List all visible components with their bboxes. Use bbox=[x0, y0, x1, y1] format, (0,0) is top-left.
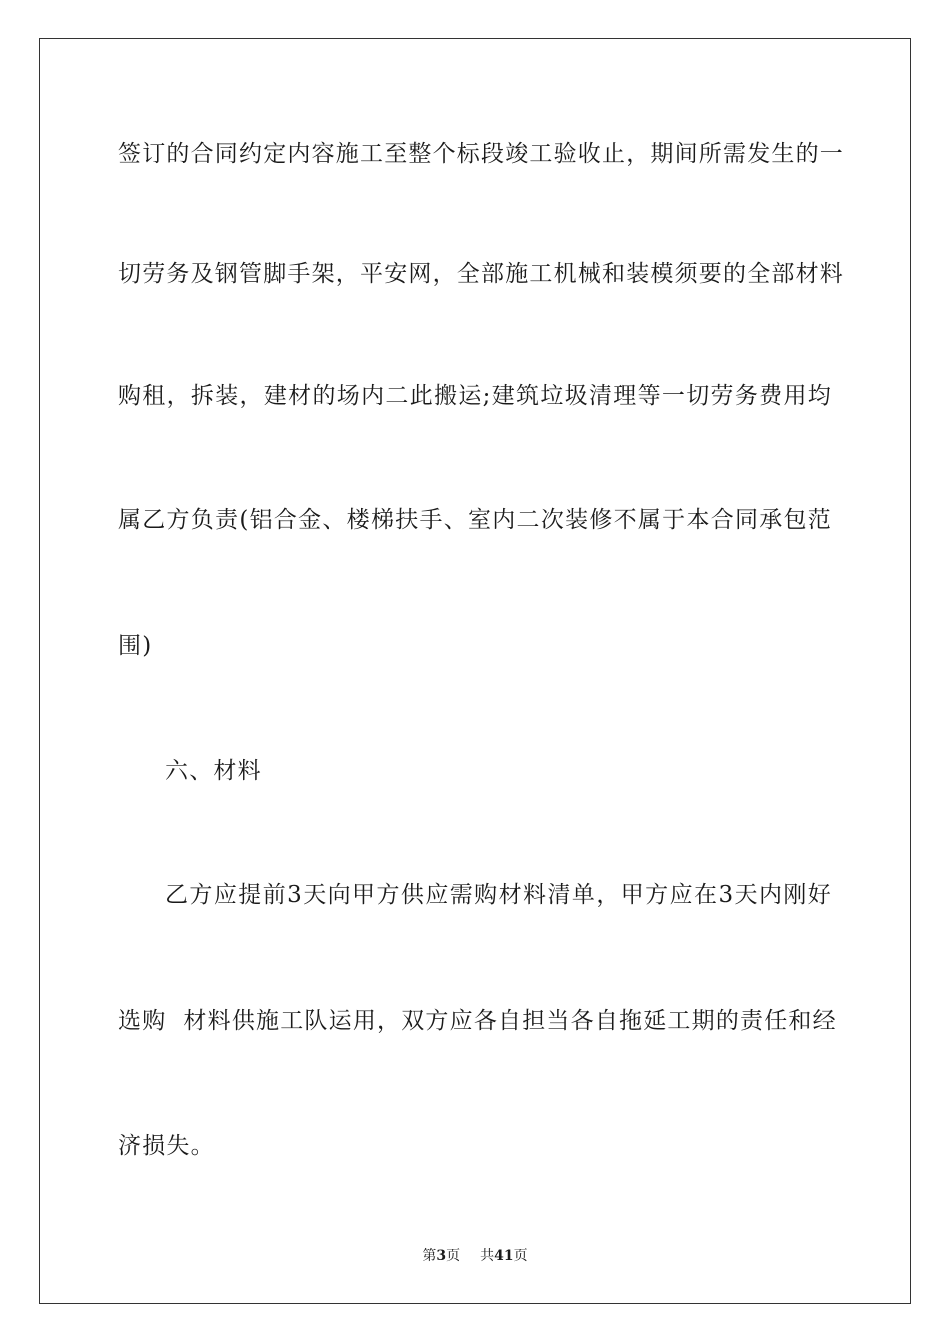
body-line-1: 签订的合同约定内容施工至整个标段竣工验收止，期间所需发生的一 bbox=[118, 141, 844, 167]
body-line-5: 围) bbox=[118, 633, 153, 659]
footer-page-number: 3 bbox=[436, 1248, 447, 1264]
section-heading: 六、材料 bbox=[165, 758, 262, 784]
page-footer bbox=[0, 1247, 950, 1265]
body-line-4: 属乙方负责(铝合金、楼梯扶手、室内二次装修不属于本合同承包范 bbox=[118, 507, 832, 533]
footer-page-suffix: 页 bbox=[446, 1248, 461, 1264]
page-frame bbox=[39, 38, 911, 1304]
paragraph2-line-3: 济损失。 bbox=[118, 1133, 215, 1159]
footer-total-suffix: 页 bbox=[513, 1248, 528, 1264]
footer-page-prefix: 第 bbox=[422, 1248, 437, 1264]
footer-total-prefix: 共 bbox=[480, 1248, 495, 1264]
paragraph2-line-1: 乙方应提前3天向甲方供应需购材料清单，甲方应在3天内刚好 bbox=[165, 882, 832, 908]
paragraph2-line-2: 选购 材料供施工队运用，双方应各自担当各自拖延工期的责任和经 bbox=[118, 1008, 837, 1034]
footer-total-pages: 41 bbox=[494, 1248, 514, 1264]
body-line-3: 购租，拆装，建材的场内二此搬运;建筑垃圾清理等一切劳务费用均 bbox=[118, 383, 832, 409]
body-line-2: 切劳务及钢管脚手架，平安网，全部施工机械和装模须要的全部材料 bbox=[118, 261, 844, 287]
